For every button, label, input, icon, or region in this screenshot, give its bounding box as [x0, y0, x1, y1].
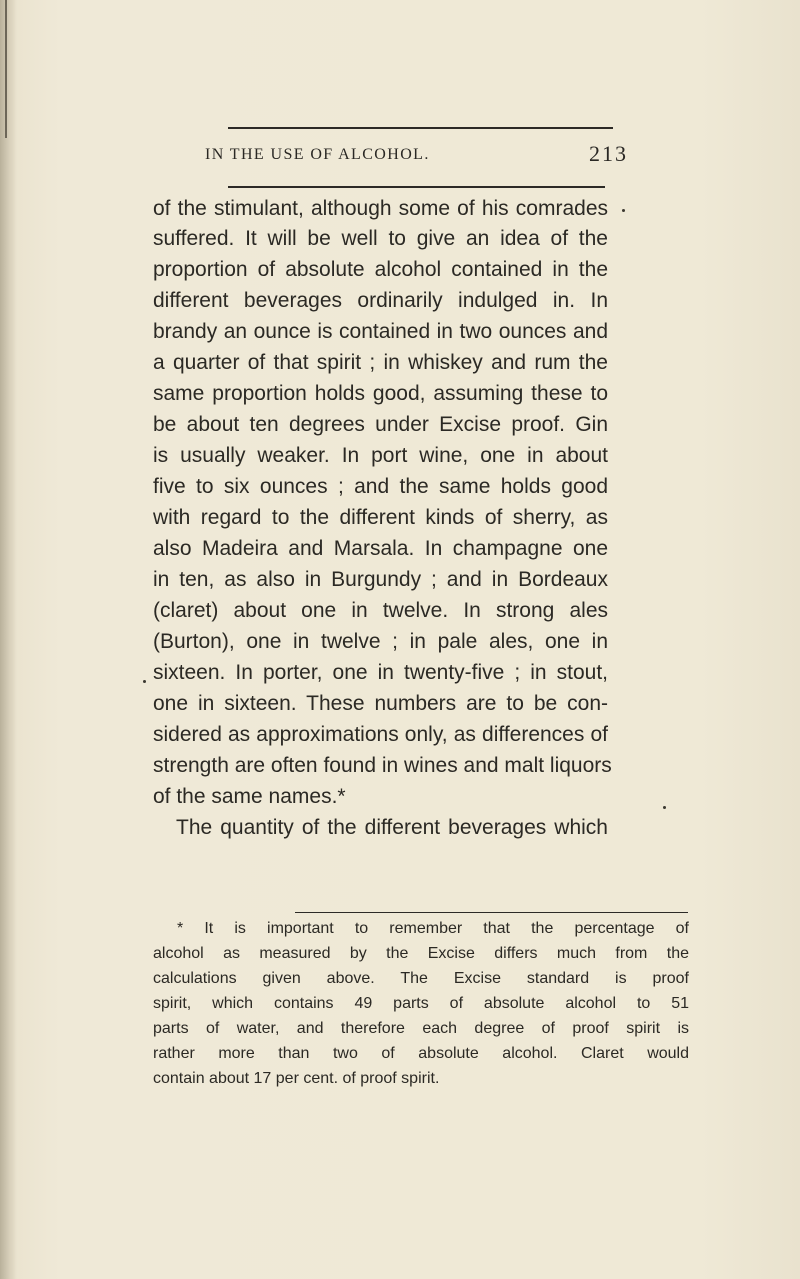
- binding-edge-mark: [5, 0, 7, 138]
- page-number: 213: [589, 141, 628, 166]
- body-line: same proportion holds good, assuming these to: [153, 382, 608, 405]
- ink-speck: [622, 209, 625, 212]
- body-line: (Burton), one in twelve ; in pale ales, one in: [153, 630, 608, 653]
- footnote-line: calculations given above. The Excise standard is proof: [153, 970, 689, 987]
- body-line: of the same names.*: [153, 785, 346, 808]
- footnote-line: rather more than two of absolute alcohol. Claret would: [153, 1045, 689, 1062]
- footnote-line: spirit, which contains 49 parts of absolute alcohol to 51: [153, 995, 689, 1012]
- running-head: IN THE USE OF ALCOHOL.: [205, 146, 430, 163]
- footnote-line: * It is important to remember that the percentage of: [177, 920, 689, 937]
- body-line: proportion of absolute alcohol contained in the: [153, 258, 608, 281]
- body-line: in ten, as also in Burgundy ; and in Bordeaux: [153, 568, 608, 591]
- header-bottom-rule: [228, 186, 605, 188]
- body-line: one in sixteen. These numbers are to be con-: [153, 692, 608, 715]
- footnote-rule: [295, 912, 688, 913]
- body-line: five to six ounces ; and the same holds good: [153, 475, 608, 498]
- body-line: also Madeira and Marsala. In champagne one: [153, 537, 608, 560]
- body-line: of the stimulant, although some of his comrades: [153, 197, 608, 220]
- footnote-line: contain about 17 per cent. of proof spirit.: [153, 1070, 440, 1087]
- header-top-rule: [228, 127, 613, 129]
- ink-speck: [663, 806, 666, 809]
- body-line: brandy an ounce is contained in two ounces and: [153, 320, 608, 343]
- footnote-line: alcohol as measured by the Excise differs much from the: [153, 945, 689, 962]
- body-line: is usually weaker. In port wine, one in about: [153, 444, 608, 467]
- body-line: sixteen. In porter, one in twenty-five ; in stout,: [153, 661, 608, 684]
- body-line: suffered. It will be well to give an idea of the: [153, 227, 608, 250]
- body-line: a quarter of that spirit ; in whiskey and rum the: [153, 351, 608, 374]
- body-line: different beverages ordinarily indulged in. In: [153, 289, 608, 312]
- body-line: (claret) about one in twelve. In strong ales: [153, 599, 608, 622]
- page-binding-shadow: [0, 0, 16, 1279]
- body-line: The quantity of the different beverages which: [176, 816, 608, 839]
- body-line: sidered as approximations only, as differences of: [153, 723, 608, 746]
- body-line: be about ten degrees under Excise proof. Gin: [153, 413, 608, 436]
- footnote-line: parts of water, and therefore each degree of proof spirit is: [153, 1020, 689, 1037]
- body-line: with regard to the different kinds of sherry, as: [153, 506, 608, 529]
- body-line: strength are often found in wines and malt liquors: [153, 754, 612, 777]
- ink-speck: [143, 680, 146, 683]
